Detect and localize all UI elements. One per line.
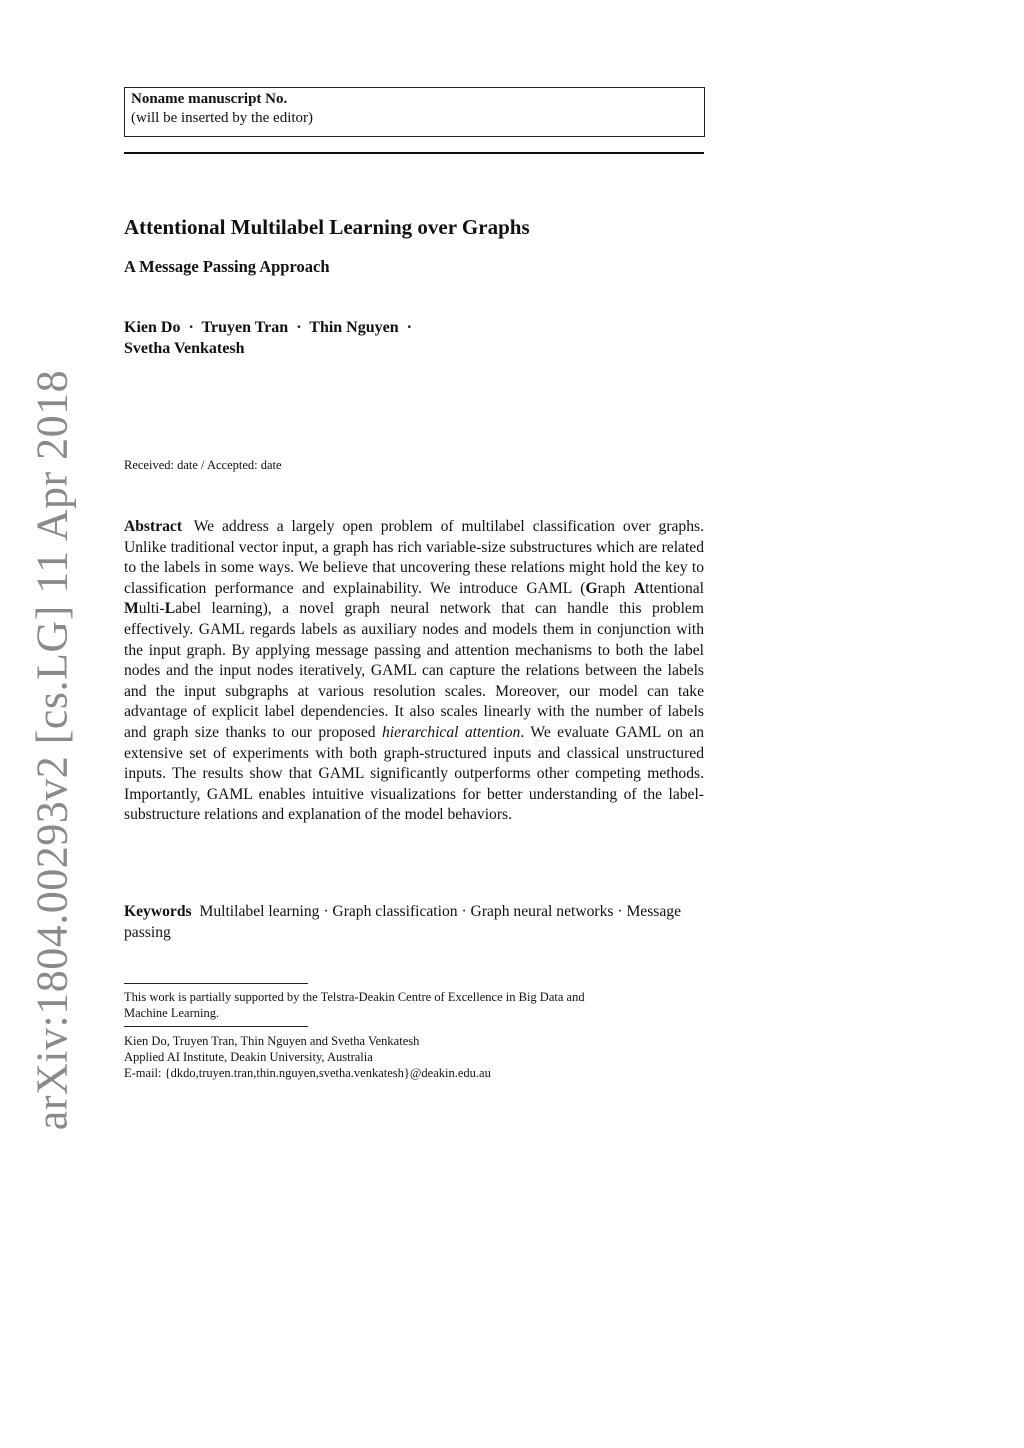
acronym-letter: L bbox=[164, 600, 176, 618]
arxiv-identifier: arXiv:1804.00293v2 [cs.LG] 11 Apr 2018 bbox=[27, 369, 77, 1131]
author-separator: · bbox=[296, 319, 302, 336]
footnote-line: Machine Learning. bbox=[124, 1006, 220, 1020]
author-name: Svetha Venkatesh bbox=[124, 340, 245, 357]
author-list bbox=[124, 317, 684, 359]
abstract-emphasis: hierarchical attention bbox=[381, 723, 521, 741]
header-rule bbox=[124, 152, 704, 154]
affiliation-institute: Applied AI Institute, Deakin University, Australia bbox=[124, 1050, 373, 1064]
author-name: Truyen Tran bbox=[201, 319, 289, 336]
affiliation-footnote bbox=[124, 1033, 704, 1081]
editor-note: (will be inserted by the editor) bbox=[131, 110, 314, 126]
affiliation-names: Kien Do, Truyen Tran, Thin Nguyen and Svetha Venkatesh bbox=[124, 1034, 420, 1048]
paper-title: Attentional Multilabel Learning over Graphs bbox=[124, 215, 530, 239]
abstract-text: ulti- bbox=[138, 600, 165, 618]
author-separator: · bbox=[406, 319, 412, 336]
funding-footnote bbox=[124, 989, 704, 1021]
abstract-text: . We evaluate GAML on an extensive set of experiments with both graph-structured inputs and classical unstructured inputs. The results show that GAML significantly outperforms other competing methods. Importantly, GAML enables intuitive visualizations for better understanding of the label-substructure relations and explanation of the model behaviors. bbox=[124, 723, 704, 824]
author-name: Kien Do bbox=[124, 319, 181, 336]
keywords-label: Keywords bbox=[124, 903, 192, 920]
abstract-text: abel learning), a novel graph neural network that can handle this problem effectively. GAML regards labels as auxiliary nodes and models them in conjunction with the input graph. By applying message passing and attention mechanisms to both the label nodes and the input nodes iteratively, GAML can capture the relations between the labels and the input subgraphs at various resolution scales. Moreover, our model can take advantage of explicit label dependencies. It also scales linearly with the number of labels and graph size thanks to our proposed bbox=[124, 600, 704, 741]
keywords bbox=[124, 902, 704, 943]
abstract-text: We address a largely open problem of multilabel classification over graphs. Unlike traditional vector input, a graph has rich variable-size substructures which are related to the labels in some ways. We believe that uncovering these relations might hold the key to classification performance and explainability. We introduce GAML ( bbox=[124, 518, 704, 597]
editor-box bbox=[124, 87, 705, 137]
acronym-letter: G bbox=[585, 579, 598, 597]
author-separator: · bbox=[188, 319, 194, 336]
abstract-text: ttentional bbox=[645, 579, 705, 597]
acronym-letter: M bbox=[124, 600, 139, 618]
footnote-rule bbox=[124, 983, 308, 984]
affiliation-email: E-mail: {dkdo,truyen.tran,thin.nguyen,svetha.venkatesh}@deakin.edu.au bbox=[124, 1066, 491, 1080]
paper-subtitle: A Message Passing Approach bbox=[124, 257, 330, 276]
received-accepted-dates: Received: date / Accepted: date bbox=[124, 458, 282, 472]
acronym-letter: A bbox=[633, 579, 646, 597]
manuscript-number: Noname manuscript No. bbox=[131, 91, 288, 107]
abstract-text: raph bbox=[597, 579, 634, 597]
author-name: Thin Nguyen bbox=[309, 319, 399, 336]
footnote-line: This work is partially supported by the Telstra-Deakin Centre of Excellence in Big Data and bbox=[124, 990, 585, 1004]
abstract-label: Abstract bbox=[124, 518, 183, 535]
keywords-text: Multilabel learning · Graph classification · Graph neural networks · Message passing bbox=[124, 903, 682, 941]
abstract bbox=[124, 517, 704, 826]
footnote-rule bbox=[124, 1026, 308, 1027]
